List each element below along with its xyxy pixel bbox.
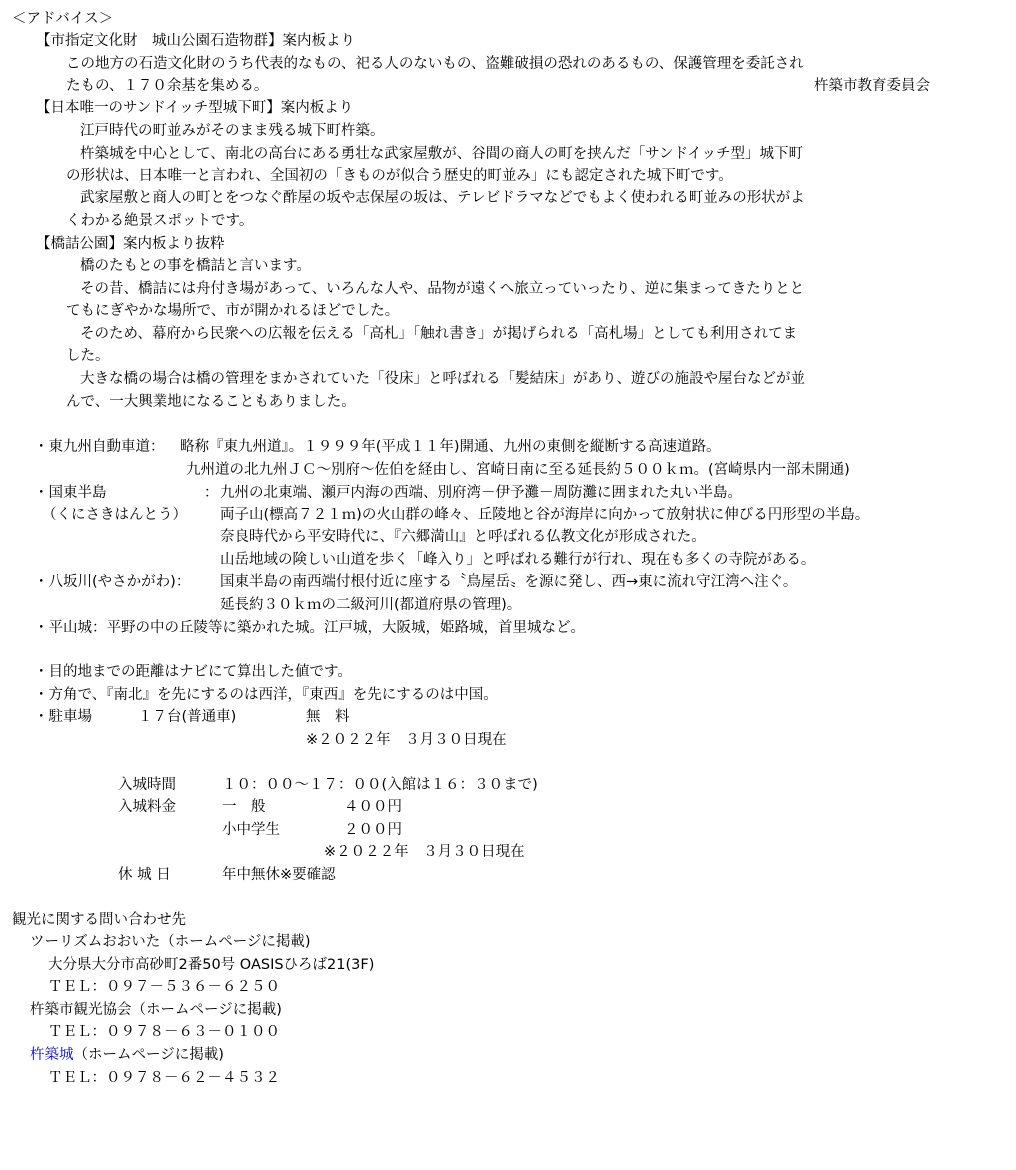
parking-fee: 無 料 xyxy=(306,709,350,725)
contact-tel: ＴＥＬ：０９７－５３６－６２５０ xyxy=(48,979,280,995)
note-text: 奈良時代から平安時代に、『六郷満山』と呼ばれる仏教文化が形成された。 xyxy=(220,529,706,545)
contacts-title: 観光に関する問い合わせ先 xyxy=(12,912,186,928)
note-text: 略称『東九州道』。１９９９年(平成１１年)開通、九州の東側を縦断する高速道路。 xyxy=(180,439,721,455)
note-text: 九州道の北九州ＪＣ～別府～佐伯を経由し、宮崎日南に至る延長約５００ｋｍ。(宮崎県内一部未開通) xyxy=(186,462,850,478)
note-text: 九州の北東端、瀬戸内海の西端、別府湾－伊予灘－周防灘に囲まれた丸い半島。 xyxy=(220,485,742,501)
admission-fee-label: 入城料金 xyxy=(118,799,176,815)
parking-label: ・駐車場 xyxy=(34,709,92,725)
contact-tel: ＴＥＬ：０９７８－６２－４５３２ xyxy=(48,1070,280,1086)
paragraph-line: 武家屋敷と商人の町とをつなぐ酢屋の坂や志保屋の坂は、テレビドラマなどでもよく使われる町並みの形状がよ xyxy=(80,190,805,206)
paragraph-line: 大きな橋の場合は橋の管理をまかされていた「役床」と呼ばれる「髪結床」があり、遊びの施設や屋台などが並 xyxy=(80,371,805,387)
child-label: 小中学生 xyxy=(222,822,280,838)
advice-header: ＜アドバイス＞ xyxy=(12,11,114,27)
parking-date: ※２０２２年 ３月３０日現在 xyxy=(306,732,507,748)
admission-time-label: 入城時間 xyxy=(118,777,176,793)
contact-tel: ＴＥＬ：０９７８－６３－０１００ xyxy=(48,1024,280,1040)
note-label-expressway: ・東九州自動車道： xyxy=(34,439,165,455)
note-label-kunisaki: ・国東半島 xyxy=(34,485,107,501)
note-label-yasaka-river: ・八坂川(やさかがわ)： xyxy=(34,574,191,590)
contact-suffix: （ホームページに掲載) xyxy=(73,1047,224,1063)
note-distance: ・目的地までの距離はナビにて算出した値です。 xyxy=(34,664,352,680)
admission-date: ※２０２２年 ３月３０日現在 xyxy=(324,844,525,860)
contact-address: 大分県大分市高砂町2番50号 OASISひろば21(3F) xyxy=(48,957,375,973)
paragraph-line: んで、一大興業地になることもありました。 xyxy=(66,394,356,410)
note-text: 両子山(標高７２１ｍ)の火山群の峰々、丘陵地と谷が海岸に向かって放射状に伸びる円形型の半島。 xyxy=(220,507,870,523)
admission-time-value: １０：００～１７：００(入館は１６：３０まで) xyxy=(222,777,538,793)
paragraph-line: 江戸時代の町並みがそのまま残る城下町杵築。 xyxy=(80,123,385,139)
paragraph-line: 杵築城を中心として、南北の高台にある勇壮な武家屋敷が、谷間の商人の町を挟んだ「サンドイッチ型」城下町 xyxy=(80,146,803,162)
note-colon: ： xyxy=(204,485,219,501)
section-title-sandwich-town: 【日本唯一のサンドイッチ型城下町】案内板より xyxy=(36,100,354,116)
paragraph-line: この地方の石造文化財のうち代表的なもの、祀る人のないもの、盗難破損の恐れのあるもの、保護管理を委託され xyxy=(66,56,804,72)
paragraph-line: の形状は、日本唯一と言われ、全国初の「きものが似合う歴史的町並み」にも認定された城下町です。 xyxy=(66,168,733,184)
closed-value: 年中無休※要確認 xyxy=(222,867,336,883)
kitsuki-castle-link[interactable]: 杵築城 xyxy=(30,1047,74,1063)
parking-count: １７台(普通車) xyxy=(138,709,237,725)
contact-kitsuki-castle xyxy=(30,1045,224,1065)
paragraph-line: たもの、１７０余基を集める。 xyxy=(66,78,269,94)
general-label: 一 般 xyxy=(222,799,266,815)
note-text: 国東半島の南西端付根付近に座する〝鳥屋岳〟を源に発し、西→東に流れ守江湾へ注ぐ。 xyxy=(220,574,798,590)
contact-kitsuki-association: 杵築市観光協会（ホームページに掲載) xyxy=(30,1002,282,1018)
section-title-hashizume-park: 【橋詰公園】案内板より抜粋 xyxy=(36,236,225,252)
contact-tourism-oita: ツーリズムおおいた（ホームページに掲載) xyxy=(30,934,311,950)
note-direction: ・方角で、『南北』を先にするのは西洋，『東西』を先にするのは中国。 xyxy=(34,687,498,703)
paragraph-line: くわかる絶景スポットです。 xyxy=(66,213,254,229)
source-attribution: 杵築市教育委員会 xyxy=(814,78,930,94)
child-fee: ２００円 xyxy=(344,822,402,838)
paragraph-line: 橋のたもとの事を橋詰と言います。 xyxy=(80,258,311,274)
paragraph-line: その昔、橋詰には舟付き場があって、いろんな人や、品物が遠くへ旅立っていったり、逆に集まってきたりとと xyxy=(80,281,805,297)
section-title-stone-monuments: 【市指定文化財 城山公園石造物群】案内板より xyxy=(36,33,355,49)
paragraph-line: てもにぎやかな場所で、市が開かれるほどでした。 xyxy=(66,303,400,319)
note-hirayamajiro: ・平山城：平野の中の丘陵等に築かれた城。江戸城，大阪城，姫路城，首里城など。 xyxy=(34,620,585,636)
note-text: 山岳地域の険しい山道を歩く「峰入り」と呼ばれる難行が行れ、現在も多くの寺院がある。 xyxy=(220,552,816,568)
paragraph-line: そのため、幕府から民衆への広報を伝える「高札」「触れ書き」が掲げられる「高札場」としても利用されてま xyxy=(80,326,798,342)
note-text: 延長約３０ｋｍの二級河川(都道府県の管理)。 xyxy=(220,597,522,613)
paragraph-line: した。 xyxy=(66,348,110,364)
note-reading: （くにさきはんとう） xyxy=(42,507,187,523)
closed-label: 休 城 日 xyxy=(118,867,171,883)
general-fee: ４００円 xyxy=(344,799,402,815)
